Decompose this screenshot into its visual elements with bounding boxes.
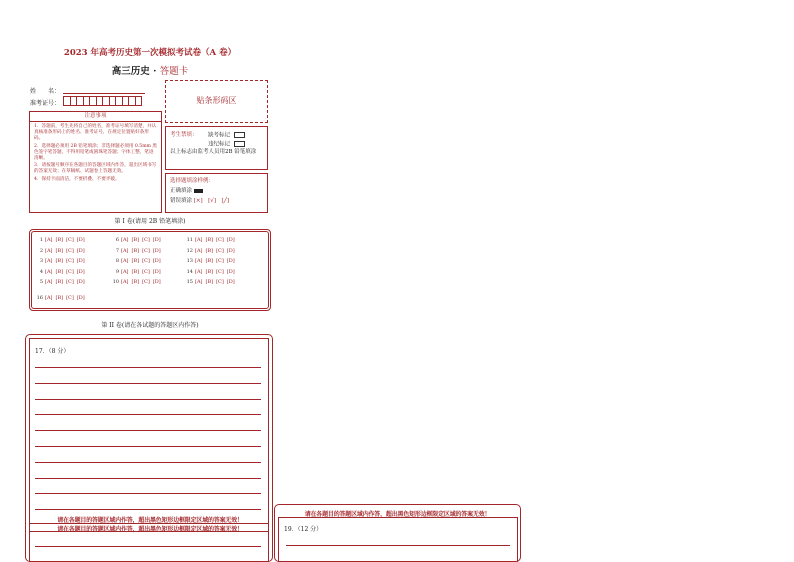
mc-option-bubble[interactable]: [C] [216, 279, 224, 285]
mc-option-bubble[interactable]: [D] [152, 269, 161, 275]
mc-option-bubble[interactable]: [A] [195, 248, 203, 254]
q17-answer-line [35, 414, 261, 415]
exam-status-label: 考生禁填： [170, 132, 198, 138]
q17-answer-line [35, 367, 261, 368]
section1-title: 第 I 卷(请用 2B 铅笔填涂) [114, 218, 186, 225]
mc-option-bubble[interactable]: [C] [216, 237, 224, 243]
mc-option-bubble[interactable]: [C] [66, 295, 74, 301]
warning-right: 请在各题目的答题区域内作答，超出黑色矩形边框限定区域的答案无效！ [304, 511, 491, 518]
absent-mark[interactable]: 缺考标记 [208, 132, 245, 140]
mc-option-bubble[interactable]: [D] [76, 269, 85, 275]
exam-status-note: 以上标志由监考人员用2B 铅笔填涂 [170, 149, 257, 155]
name-label: 姓 名： [30, 88, 61, 95]
mc-option-bubble[interactable]: [A] [121, 279, 129, 285]
mc-option-bubble[interactable]: [C] [142, 248, 150, 254]
mc-question-row [34, 279, 88, 285]
section2-title: 第 II 卷(请在各试题的答题区内作答) [101, 322, 199, 329]
mc-question-number: 4 [39, 269, 43, 275]
mc-option-bubble[interactable]: [D] [76, 258, 85, 264]
q17-answer-line [35, 509, 261, 510]
mc-option-bubble[interactable]: [B] [55, 295, 64, 301]
note-item: 1．答题前，考生先将自己的姓名，准考证号填写清楚，并认真核准条形码上的姓名、准考证号，在规定位置贴好条形码。 [34, 124, 157, 142]
mc-option-bubble[interactable]: [D] [152, 279, 161, 285]
mc-option-bubble[interactable]: [A] [195, 237, 203, 243]
mc-option-bubble[interactable]: [A] [195, 269, 203, 275]
mc-option-bubble[interactable]: [C] [216, 248, 224, 254]
q17-answer-line [35, 493, 261, 494]
mc-option-bubble[interactable]: [A] [121, 248, 129, 254]
q19-answer-line [286, 545, 510, 546]
mc-option-bubble[interactable]: [D] [76, 279, 85, 285]
mc-option-bubble[interactable]: [D] [226, 279, 235, 285]
mc-option-bubble[interactable]: [C] [142, 258, 150, 264]
notes-box [29, 121, 162, 213]
mc-question-row [110, 258, 164, 264]
mc-option-bubble[interactable]: [B] [131, 269, 140, 275]
mc-option-bubble[interactable]: [D] [226, 237, 235, 243]
mc-question-number: 12 [186, 248, 193, 254]
mc-option-bubble[interactable]: [B] [55, 279, 64, 285]
mc-option-bubble[interactable]: [C] [216, 258, 224, 264]
q17-answer-line [35, 399, 261, 400]
mc-option-bubble[interactable]: [B] [55, 237, 64, 243]
warning-left-2: 请在各题目的答题区域内作答，超出黑色矩形边框限定区域的答案无效！ [57, 526, 243, 533]
mc-option-bubble[interactable]: [D] [152, 258, 161, 264]
mc-option-bubble[interactable]: [D] [226, 258, 235, 264]
page-subtitle [30, 63, 270, 77]
mc-question-row [34, 258, 88, 264]
mc-option-bubble[interactable]: [B] [55, 269, 64, 275]
mc-option-bubble[interactable]: [B] [131, 279, 140, 285]
mc-question-row [110, 279, 164, 285]
mc-option-bubble[interactable]: [A] [45, 258, 53, 264]
mc-option-bubble[interactable]: [D] [76, 295, 85, 301]
mc-option-bubble[interactable]: [C] [66, 258, 74, 264]
mc-question-number: 6 [115, 237, 119, 243]
mc-question-row [184, 248, 238, 254]
mc-question-number: 2 [39, 248, 43, 254]
exam-status-box [165, 126, 268, 170]
q17-label: 17．（8 分） [35, 348, 70, 355]
mc-question-number: 9 [115, 269, 119, 275]
q17-answer-line [35, 546, 261, 547]
mc-question-row [34, 248, 88, 254]
mc-question-number: 3 [39, 258, 43, 264]
name-field[interactable] [63, 93, 145, 94]
subtitle-answer-card: 答题卡 [159, 66, 189, 77]
mc-question-number: 5 [39, 279, 43, 285]
q17-answer-line [35, 383, 261, 384]
mc-option-bubble[interactable]: [B] [205, 269, 214, 275]
q19-label: 19．（12 分） [284, 526, 323, 533]
mc-question-row [34, 237, 88, 243]
barcode-label: 贴条形码区 [196, 96, 237, 105]
mc-option-bubble[interactable]: [B] [205, 248, 214, 254]
mc-question-number: 15 [186, 279, 193, 285]
note-item: 3．请按题号顺序在各题目的答题区域内作答，超出区域书写的答案无效；在草稿纸、试题卷上答题无效。 [34, 163, 157, 175]
q17-answer-line [35, 446, 261, 447]
violation-mark[interactable]: 违纪标记 [208, 141, 245, 149]
id-cell [135, 96, 143, 106]
mc-question-row [110, 248, 164, 254]
barcode-area [165, 80, 268, 123]
mc-option-bubble[interactable]: [A] [121, 258, 129, 264]
mc-option-bubble[interactable]: [A] [45, 237, 53, 243]
mc-option-bubble[interactable]: [A] [121, 269, 129, 275]
correct-fill: 正确填涂 [170, 188, 203, 195]
mc-option-bubble[interactable]: [C] [66, 279, 74, 285]
mc-question-row [184, 258, 238, 264]
mc-question-row [110, 269, 164, 275]
mc-option-bubble[interactable]: [D] [152, 237, 161, 243]
q19-answer-box[interactable] [278, 517, 518, 562]
mc-option-bubble[interactable]: [B] [55, 258, 64, 264]
mc-option-bubble[interactable]: [B] [55, 248, 64, 254]
mc-option-bubble[interactable]: [A] [195, 279, 203, 285]
mc-question-number: 7 [115, 248, 119, 254]
mc-option-bubble[interactable]: [A] [45, 269, 53, 275]
mc-question-row [184, 269, 238, 275]
mc-option-bubble[interactable]: [B] [131, 248, 140, 254]
note-item: 4．保持卡面清洁，不要折叠、不要弄破。 [34, 176, 120, 182]
mc-question-number: 8 [115, 258, 119, 264]
mc-option-bubble[interactable]: [C] [66, 248, 74, 254]
mc-option-bubble[interactable]: [A] [45, 295, 53, 301]
mc-question-number: 16 [36, 295, 43, 301]
mc-option-bubble[interactable]: [A] [121, 237, 129, 243]
mc-option-bubble[interactable]: [D] [76, 248, 85, 254]
mc-option-bubble[interactable]: [D] [152, 248, 161, 254]
mc-question-number: 1 [39, 237, 43, 243]
page-title: 2023 年高考历史第一次模拟考试卷（A 卷） [63, 48, 237, 58]
mc-option-bubble[interactable]: [B] [131, 258, 140, 264]
q17-answer-line [35, 462, 261, 463]
mc-option-bubble[interactable]: [C] [142, 279, 150, 285]
mc-option-bubble[interactable]: [C] [66, 237, 74, 243]
mc-question-number: 11 [186, 237, 193, 243]
mc-question-row [110, 237, 164, 243]
mc-option-bubble[interactable]: [A] [45, 248, 53, 254]
mc-question-number: 10 [112, 279, 119, 285]
mc-option-bubble[interactable]: [D] [76, 237, 85, 243]
mc-option-bubble[interactable]: [B] [205, 258, 214, 264]
mc-option-bubble[interactable]: [C] [142, 269, 150, 275]
mc-option-bubble[interactable]: [D] [226, 269, 235, 275]
mc-option-bubble[interactable]: [A] [45, 279, 53, 285]
subtitle-subject: 高三历史 · [111, 66, 160, 77]
note-item: 2．选择题必须用 2B 铅笔填涂；非选择题必须用 0.5mm 黑色签字笔答题，不得用铅笔或圆珠笔答题；字体工整、笔迹清晰。 [34, 143, 157, 162]
mc-question-number: 13 [186, 258, 193, 264]
mc-option-bubble[interactable]: [B] [131, 237, 140, 243]
warning-left-1: 请在各题目的答题区域内作答，超出黑色矩形边框限定区域的答案无效！ [57, 517, 243, 524]
mc-option-bubble[interactable]: [D] [226, 248, 235, 254]
mc-option-bubble[interactable]: [C] [142, 237, 150, 243]
mc-question-row [184, 237, 238, 243]
id-number-cells[interactable] [63, 96, 141, 106]
fill-example-box [165, 173, 268, 213]
fill-example-label: 选择题填涂样例： [170, 178, 215, 184]
mc-option-bubble[interactable]: [C] [66, 269, 74, 275]
mc-option-bubble[interactable]: [C] [216, 269, 224, 275]
mc-option-bubble[interactable]: [A] [195, 258, 203, 264]
q17-answer-line [35, 430, 261, 431]
id-label: 准考证号： [30, 100, 61, 107]
mc-question-row [34, 269, 88, 275]
mc-question-row [184, 279, 238, 285]
mc-option-bubble[interactable]: [B] [205, 237, 214, 243]
mc-option-bubble[interactable]: [B] [205, 279, 214, 285]
notes-heading: 注意事项 [29, 111, 162, 122]
wrong-fill: 错误填涂 [×] [√] [╱] [170, 198, 230, 204]
q17-answer-line [35, 478, 261, 479]
mc-question-row [34, 295, 88, 301]
mc-question-number: 14 [186, 269, 193, 275]
